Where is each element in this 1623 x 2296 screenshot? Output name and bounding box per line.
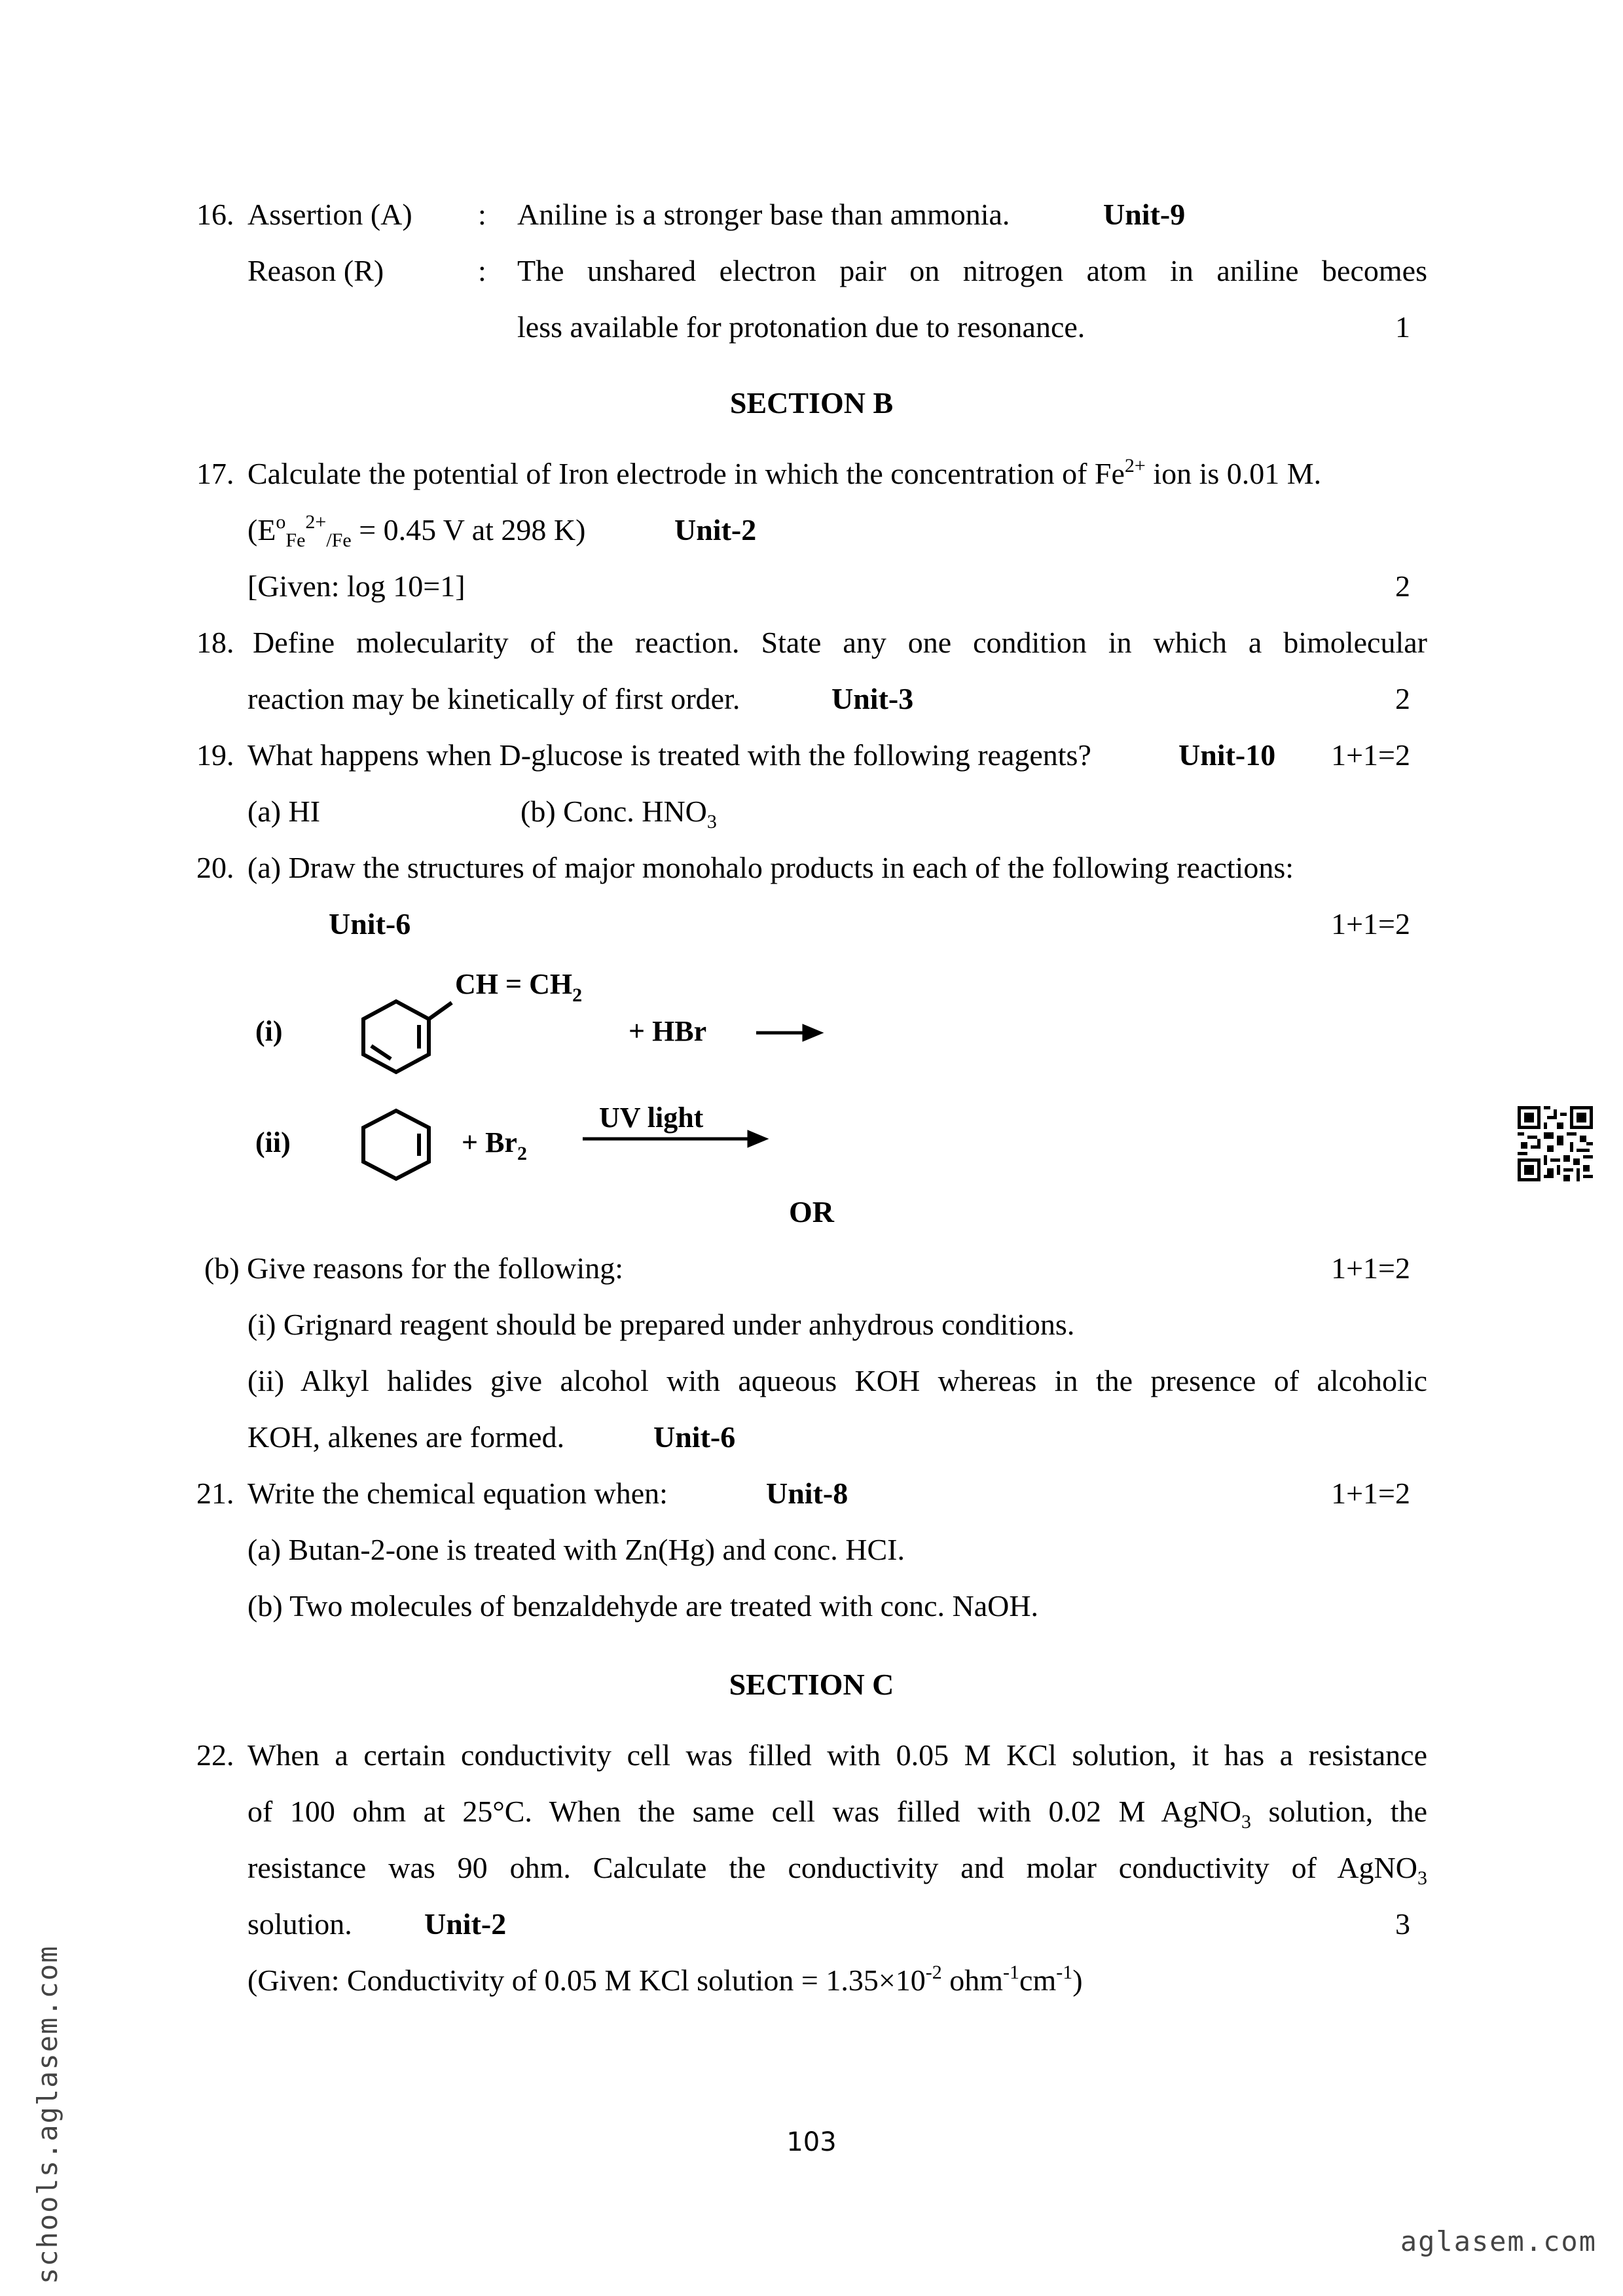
q19-line1: What happens when D-glucose is treated with the following reagents? — [247, 738, 1091, 772]
q21-line1: Write the chemical equation when: — [247, 1477, 668, 1510]
section-b-heading: SECTION B — [729, 386, 894, 420]
reaction-ii-label: (ii) — [255, 1126, 291, 1158]
q20b-item-i: (i) Grignard reagent should be prepared under anhydrous conditions. — [247, 1308, 1075, 1341]
q19-unit: Unit-10 — [1178, 738, 1276, 772]
q22-line3: resistance was 90 ohm. Calculate the conductivity and molar conductivity of AgNO$_3$ — [247, 1851, 1427, 1889]
q20b-line: (b) Give reasons for the following: — [204, 1251, 624, 1285]
reaction-i-arrow — [756, 1026, 820, 1039]
q21-unit: Unit-8 — [766, 1477, 848, 1510]
q20-line1: (a) Draw the structures of major monohalo products in each of the following reactions: — [247, 851, 1294, 884]
q22-number: 22. — [196, 1738, 234, 1772]
reaction-ii-condition: UV light — [599, 1102, 704, 1134]
q17-electrode-potential: ($E^o_{Fe}^{2+}_{/Fe} = 0.45$ V at 298 K) — [247, 511, 586, 551]
q21-number: 21. — [196, 1477, 234, 1510]
q17-line1: Calculate the potential of Iron electrode in which the concentration of $Fe^{2+}$ ion is 0.01 M. — [247, 455, 1322, 490]
q17-unit: Unit-2 — [674, 513, 757, 547]
q16-reason-line2: less available for protonation due to resonance. — [517, 310, 1085, 344]
watermark-side: schools.aglasem.com — [31, 1945, 64, 2284]
q20-marks: 1+1=2 — [1331, 907, 1410, 941]
q22-line1: When a certain conductivity cell was filled with 0.05 M KCl solution, it has a resistance — [247, 1738, 1427, 1772]
q16-marks: 1 — [1395, 310, 1410, 344]
cyclohexene-ring — [363, 1111, 429, 1179]
q20b-unit: Unit-6 — [653, 1420, 736, 1454]
q16-colon-r: : — [478, 254, 486, 287]
q20-unit: Unit-6 — [329, 907, 411, 941]
reaction-i-reagent: + HBr — [629, 1015, 707, 1047]
q16-reason-line1: The unshared electron pair on nitrogen atom in aniline becomes — [517, 254, 1427, 287]
benzene-ring — [363, 1001, 452, 1072]
reaction-ii-reagent: + $Br_2$ — [462, 1126, 527, 1164]
q18-line1: Define molecularity of the reaction. State any one condition in which a bimolecular — [253, 626, 1427, 659]
q21-marks: 1+1=2 — [1331, 1477, 1410, 1510]
q22-unit: Unit-2 — [424, 1907, 507, 1941]
q20-number: 20. — [196, 851, 234, 884]
q21-option-b: (b) Two molecules of benzaldehyde are treated with conc. NaOH. — [247, 1589, 1039, 1623]
q22-given: (Given: Conductivity of 0.05 M KCl solution = $1.35\times 10^{-2}$ $ohm^{-1}cm^{-1}$) — [247, 1962, 1083, 1997]
q20b-item-ii-line2: KOH, alkenes are formed. — [247, 1420, 565, 1454]
q17-given: [Given: log 10=1] — [247, 569, 465, 603]
watermark-corner: aglasem.com — [1400, 2225, 1597, 2257]
q22-marks: 3 — [1395, 1907, 1410, 1941]
q18-line2: reaction may be kinetically of first order. — [247, 682, 740, 715]
reaction-ii-arrow — [583, 1132, 765, 1145]
q19-option-b: (b) Conc. $HNO_3$ — [520, 795, 717, 833]
page-number: 103 — [786, 2127, 837, 2157]
q18-unit: Unit-3 — [831, 682, 914, 715]
q18-number: 18. — [196, 626, 234, 659]
section-c-heading: SECTION C — [729, 1668, 894, 1701]
q17-marks: 2 — [1395, 569, 1410, 603]
q16-number: 16. — [196, 198, 234, 231]
q19-number: 19. — [196, 738, 234, 772]
qr-code-icon — [1518, 1106, 1593, 1181]
reaction-i-label: (i) — [255, 1015, 283, 1047]
or-divider: OR — [789, 1195, 834, 1229]
q20b-item-ii-line1: (ii) Alkyl halides give alcohol with aqueous KOH whereas in the presence of alcoholic — [247, 1364, 1427, 1397]
q20b-marks: 1+1=2 — [1331, 1251, 1410, 1285]
q17-number: 17. — [196, 457, 234, 490]
q16-assertion-label: Assertion (A) — [247, 198, 412, 231]
q22-line2: of 100 ohm at 25°C. When the same cell was filled with 0.02 M AgNO$_3$ solution, the — [247, 1795, 1427, 1833]
q22-line4: solution. — [247, 1907, 352, 1941]
q16-assertion-text: Aniline is a stronger base than ammonia. — [517, 198, 1010, 231]
vinyl-group: CH = $CH_2$ — [455, 968, 583, 1006]
q18-marks: 2 — [1395, 682, 1410, 715]
q19-option-a: (a) HI — [247, 795, 321, 828]
q16-reason-label: Reason (R) — [247, 254, 384, 287]
q21-option-a: (a) Butan-2-one is treated with Zn(Hg) and conc. HCI. — [247, 1533, 905, 1566]
q16-colon-a: : — [478, 198, 486, 231]
q19-marks: 1+1=2 — [1331, 738, 1410, 772]
reaction-scheme — [236, 962, 864, 1198]
q16-unit: Unit-9 — [1103, 198, 1186, 231]
